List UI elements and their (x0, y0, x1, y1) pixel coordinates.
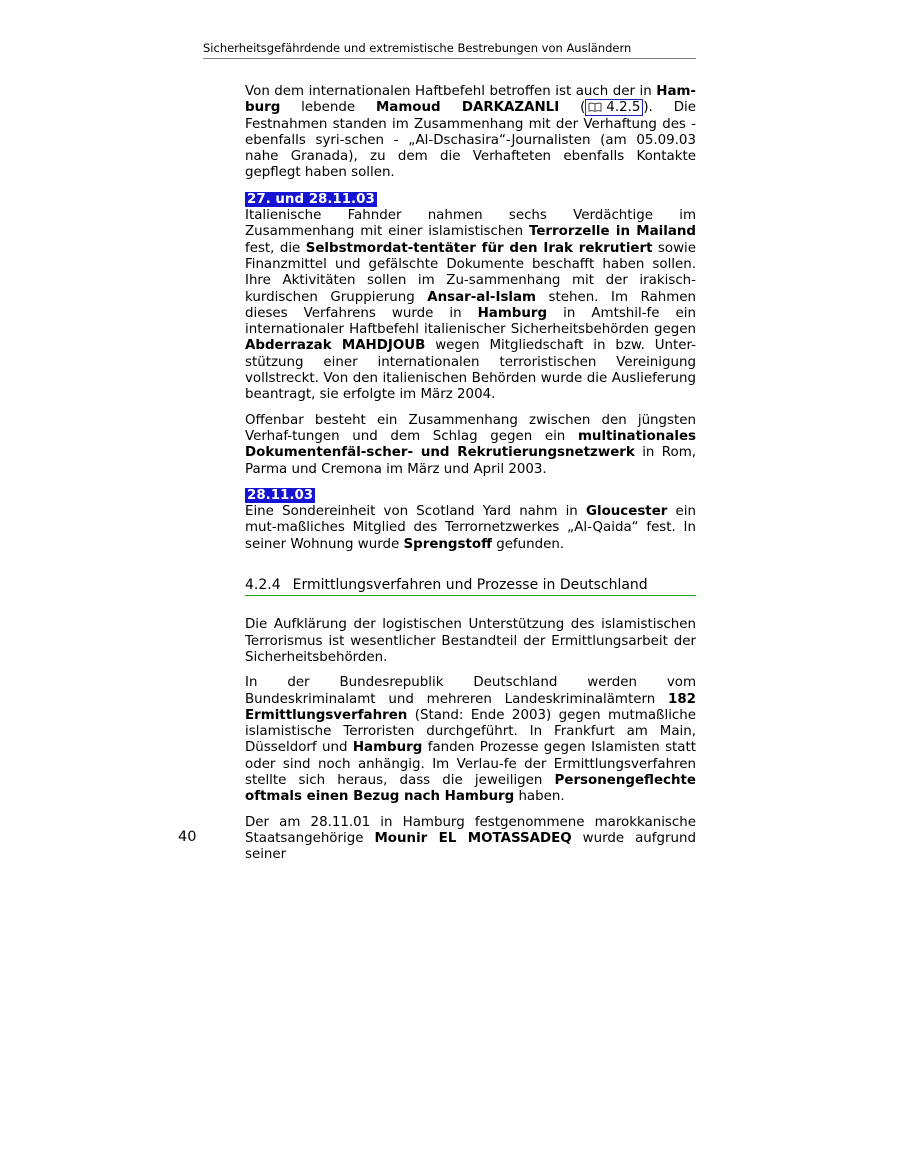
emphasis: Hamburg (352, 740, 423, 756)
text: In der Bundesrepublik Deutschland werden vom Bundeskriminalamt und mehreren Landeskriminalämtern (245, 675, 696, 707)
paragraph-logistics (245, 617, 696, 666)
text: ( (559, 100, 586, 116)
text: in Rom, Parma und Cremona im März und April 2003. (245, 445, 696, 477)
text: Italienische Fahnder nahmen sechs Verdächtige im Zusammenhang mit einer islamistischen (245, 208, 696, 240)
paragraph-network (245, 413, 696, 478)
entry-text (245, 504, 696, 553)
paragraph-motassadeq (245, 815, 696, 864)
text: haben. (514, 789, 565, 805)
text: fest, die (245, 240, 306, 256)
section-title: Ermittlungsverfahren und Prozesse in Deutschland (292, 577, 648, 594)
page-body (245, 84, 696, 872)
text: Eine Sondereinheit von Scotland Yard nahm in (245, 504, 586, 520)
section-number: 4.2.4 (245, 577, 281, 594)
emphasis: Mamoud DARKAZANLI (375, 100, 560, 116)
text: in Amtshil-fe ein internationaler Haftbefehl italienischer Sicherheitsbehörden gegen (245, 305, 696, 338)
dated-entry (245, 487, 696, 553)
date-label: 27. und 28.11.03 (247, 191, 375, 207)
emphasis: Gloucester (585, 504, 668, 520)
emphasis: Personengeflechte oftmals einen Bezug nach Hamburg (245, 772, 696, 805)
emphasis: Ansar-al-Islam (427, 289, 537, 305)
text: wegen Mitgliedschaft in bzw. Unter-stützung einer internationalen terroristischen Vereinigung vollstreckt. Von den italienischen Behörden wurde die Auslieferung beantragt, sie erfolgte im März 2004. (245, 338, 696, 403)
text: sowie Finanzmittel und gefälschte Dokumente beschafft haben sollen. Ihre Aktivitäten sollen im Zu-sammenhang mit der irakisch-kurdischen Gruppierung (245, 240, 696, 305)
book-icon (588, 102, 602, 112)
text: ein mut-maßliches Mitglied des Terrornetzwerkes „Al-Qaida“ fest. In seiner Wohnung wurde (245, 504, 696, 552)
text: (am 05.09.03 nahe Granada), zu dem die Verhafteten ebenfalls Kontakte gepflegt haben sollen. (245, 132, 696, 181)
emphasis: 182 Ermittlungsverfahren (245, 691, 696, 723)
text: Der am 28.11.01 in Hamburg festgenommene marokkanische Staatsangehörige (245, 814, 696, 846)
text: ). Die Festnahmen standen im Zusammenhang mit der Verhaftung des - ebenfalls syri-schen - „Al-Dschasira“-Journalisten (245, 100, 696, 148)
date-label: 28.11.03 (247, 487, 314, 503)
running-header: Sicherheitsgefährdende und extremistische Bestrebungen von Ausländern (203, 41, 696, 59)
dated-entry (245, 191, 696, 404)
text: Von dem internationalen Haftbefehl betroffen ist auch der in (245, 84, 657, 99)
emphasis: Selbstmordat-tentäter für den Irak rekrutiert (305, 240, 653, 256)
emphasis: Terrorzelle in Mailand (529, 224, 696, 240)
text: (Stand: Ende 2003) gegen mutmaßliche islamistische Terroristen durchgeführt. In Frankfurt am Main, Düsseldorf und (245, 707, 696, 756)
cross-reference-link[interactable] (585, 99, 643, 116)
text: stehen. Im Rahmen dieses Verfahrens wurde in (245, 289, 696, 321)
text: gefunden. (491, 536, 565, 552)
emphasis: Mounir EL MOTASSADEQ (374, 830, 572, 846)
text: fanden Prozesse gegen Islamisten statt oder sind noch anhängig. Im Verlau-fe der Ermittlungsverfahren stellte sich heraus, dass die jeweiligen (245, 740, 696, 788)
emphasis: multinationales Dokumentenfäl-scher- und Rekrutierungsnetzwerk (245, 428, 696, 461)
emphasis: Ham-burg (245, 84, 696, 116)
paragraph-darkazanli (245, 84, 696, 182)
text: Offenbar besteht ein Zusammenhang zwischen den jüngsten Verhaf-tungen und dem Schlag gegen ein (245, 412, 696, 444)
paragraph-investigations (245, 675, 696, 805)
text: lebende (280, 100, 376, 116)
text: wurde aufgrund seiner (245, 830, 696, 863)
text: Die Aufklärung der logistischen Unterstützung des islamistischen Terrorismus ist wesentlicher Bestandteil der Ermittlungsarbeit der Sicherheitsbehörden. (245, 617, 696, 665)
cross-reference-number: 4.2.5 (606, 100, 641, 116)
emphasis: Sprengstoff (403, 536, 492, 552)
section-heading (245, 577, 696, 596)
emphasis: Hamburg (477, 305, 548, 321)
entry-text (245, 208, 696, 404)
page-number: 40 (178, 829, 197, 845)
emphasis: Abderrazak MAHDJOUB (245, 338, 426, 354)
